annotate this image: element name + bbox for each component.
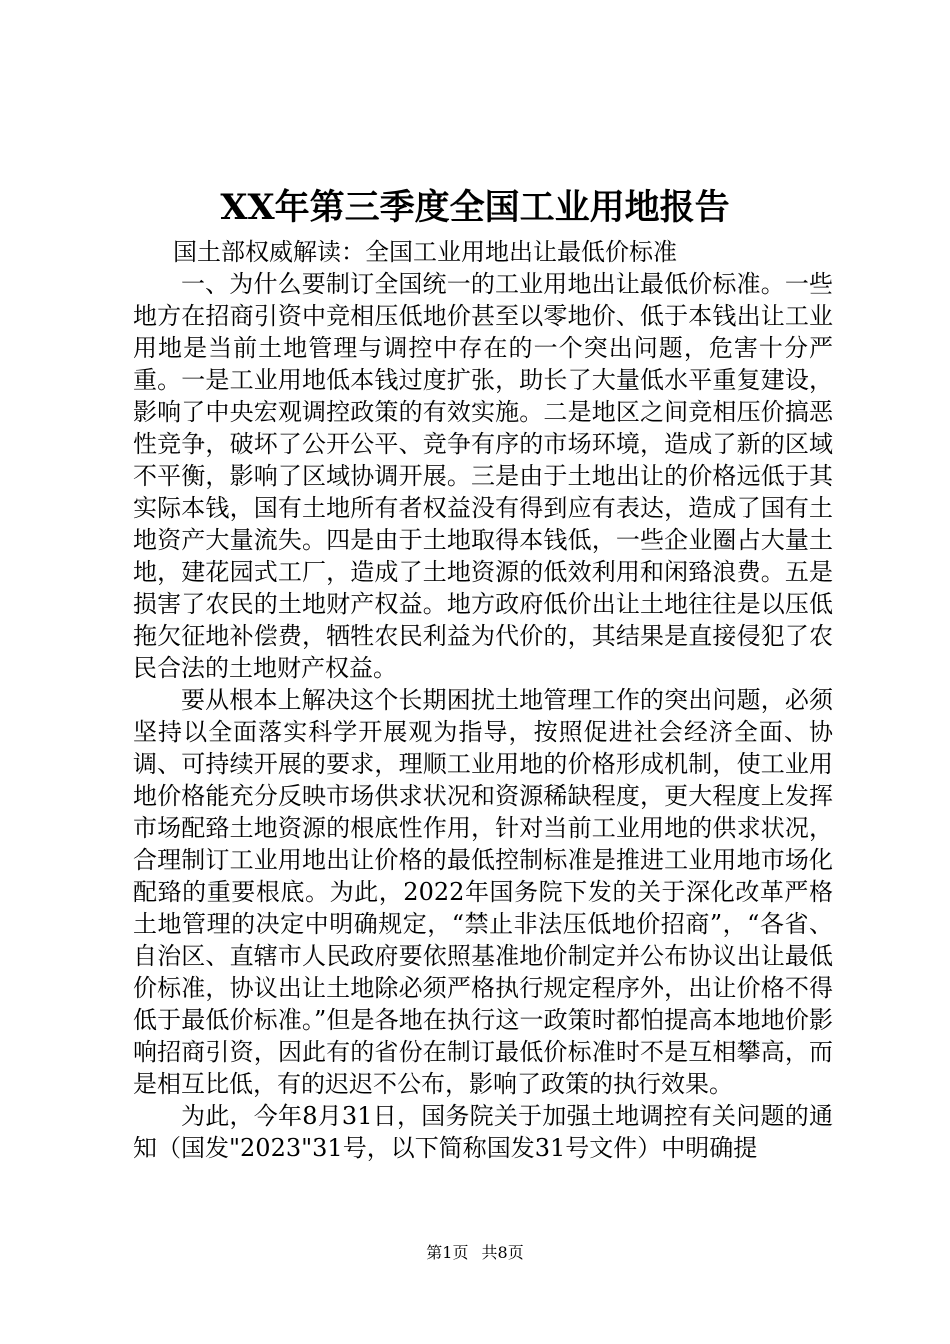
paragraph-2: 要从根本上解决这个长期困扰土地管理工作的突出问题，必须坚持以全面落实科学开展观为指导，按照促进社会经济全面、协调、可持续开展的要求，理顺工业用地的价格形成机制，使工业用地价格能充分反映市场供求状况和资源稀缺程度，更大程度上发挥市场配臵土地资源的根底性作用，针对当前工业用地的供求状况，合理制订工业用地出让价格的最低控制标准是推进工业用地市场化配臵的重要根底。为此，2022年国务院下发的关于深化改革严格土地管理的决定中明确规定，“禁止非法压低地价招商”，“各省、自治区、直辖市人民政府要依照基准地价制定并公布协议出让最低价标准，协议出让土地除必须严格执行规定程序外，出让价格不得低于最低价标准。”但是各地在执行这一政策时都怕提高本地地价影响招商引资，因此有的省份在制订最低价标准时不是互相攀高，而是相互比低，有的迟迟不公布，影响了政策的执行效果。: [133, 686, 833, 1098]
document-title: XX年第三季度全国工业用地报告: [220, 187, 730, 228]
document-body: [133, 236, 833, 1164]
paragraph-1: 一、为什么要制订全国统一的工业用地出让最低价标准。一些地方在招商引资中竞相压低地价甚至以零地价、低于本钱出让工业用地是当前土地管理与调控中存在的一个突出问题，危害十分严重。一是工业用地低本钱过度扩张，助长了大量低水平重复建设，影响了中央宏观调控政策的有效实施。二是地区之间竞相压价搞恶性竞争，破坏了公开公平、竞争有序的市场环境，造成了新的区域不平衡，影响了区域协调开展。三是由于土地出让的价格远低于其实际本钱，国有土地所有者权益没有得到应有表达，造成了国有土地资产大量流失。四是由于土地取得本钱低，一些企业圈占大量土地，建花园式工厂，造成了土地资源的低效利用和闲臵浪费。五是损害了农民的土地财产权益。地方政府低价出让土地往往是以压低拖欠征地补偿费，牺牲农民利益为代价的，其结果是直接侵犯了农民合法的土地财产权益。: [133, 270, 833, 682]
paragraph-3: 为此，今年8月31日，国务院关于加强土地调控有关问题的通知（国发"2023"31号，以下简称国发31号文件）中明确提: [133, 1102, 833, 1162]
page-number: 第1页: [426, 1243, 469, 1262]
page-total: 共8页: [481, 1243, 524, 1262]
page-footer: [0, 1243, 950, 1263]
paragraph-subtitle: 国土部权威解读：全国工业用地出让最低价标准: [173, 238, 677, 266]
